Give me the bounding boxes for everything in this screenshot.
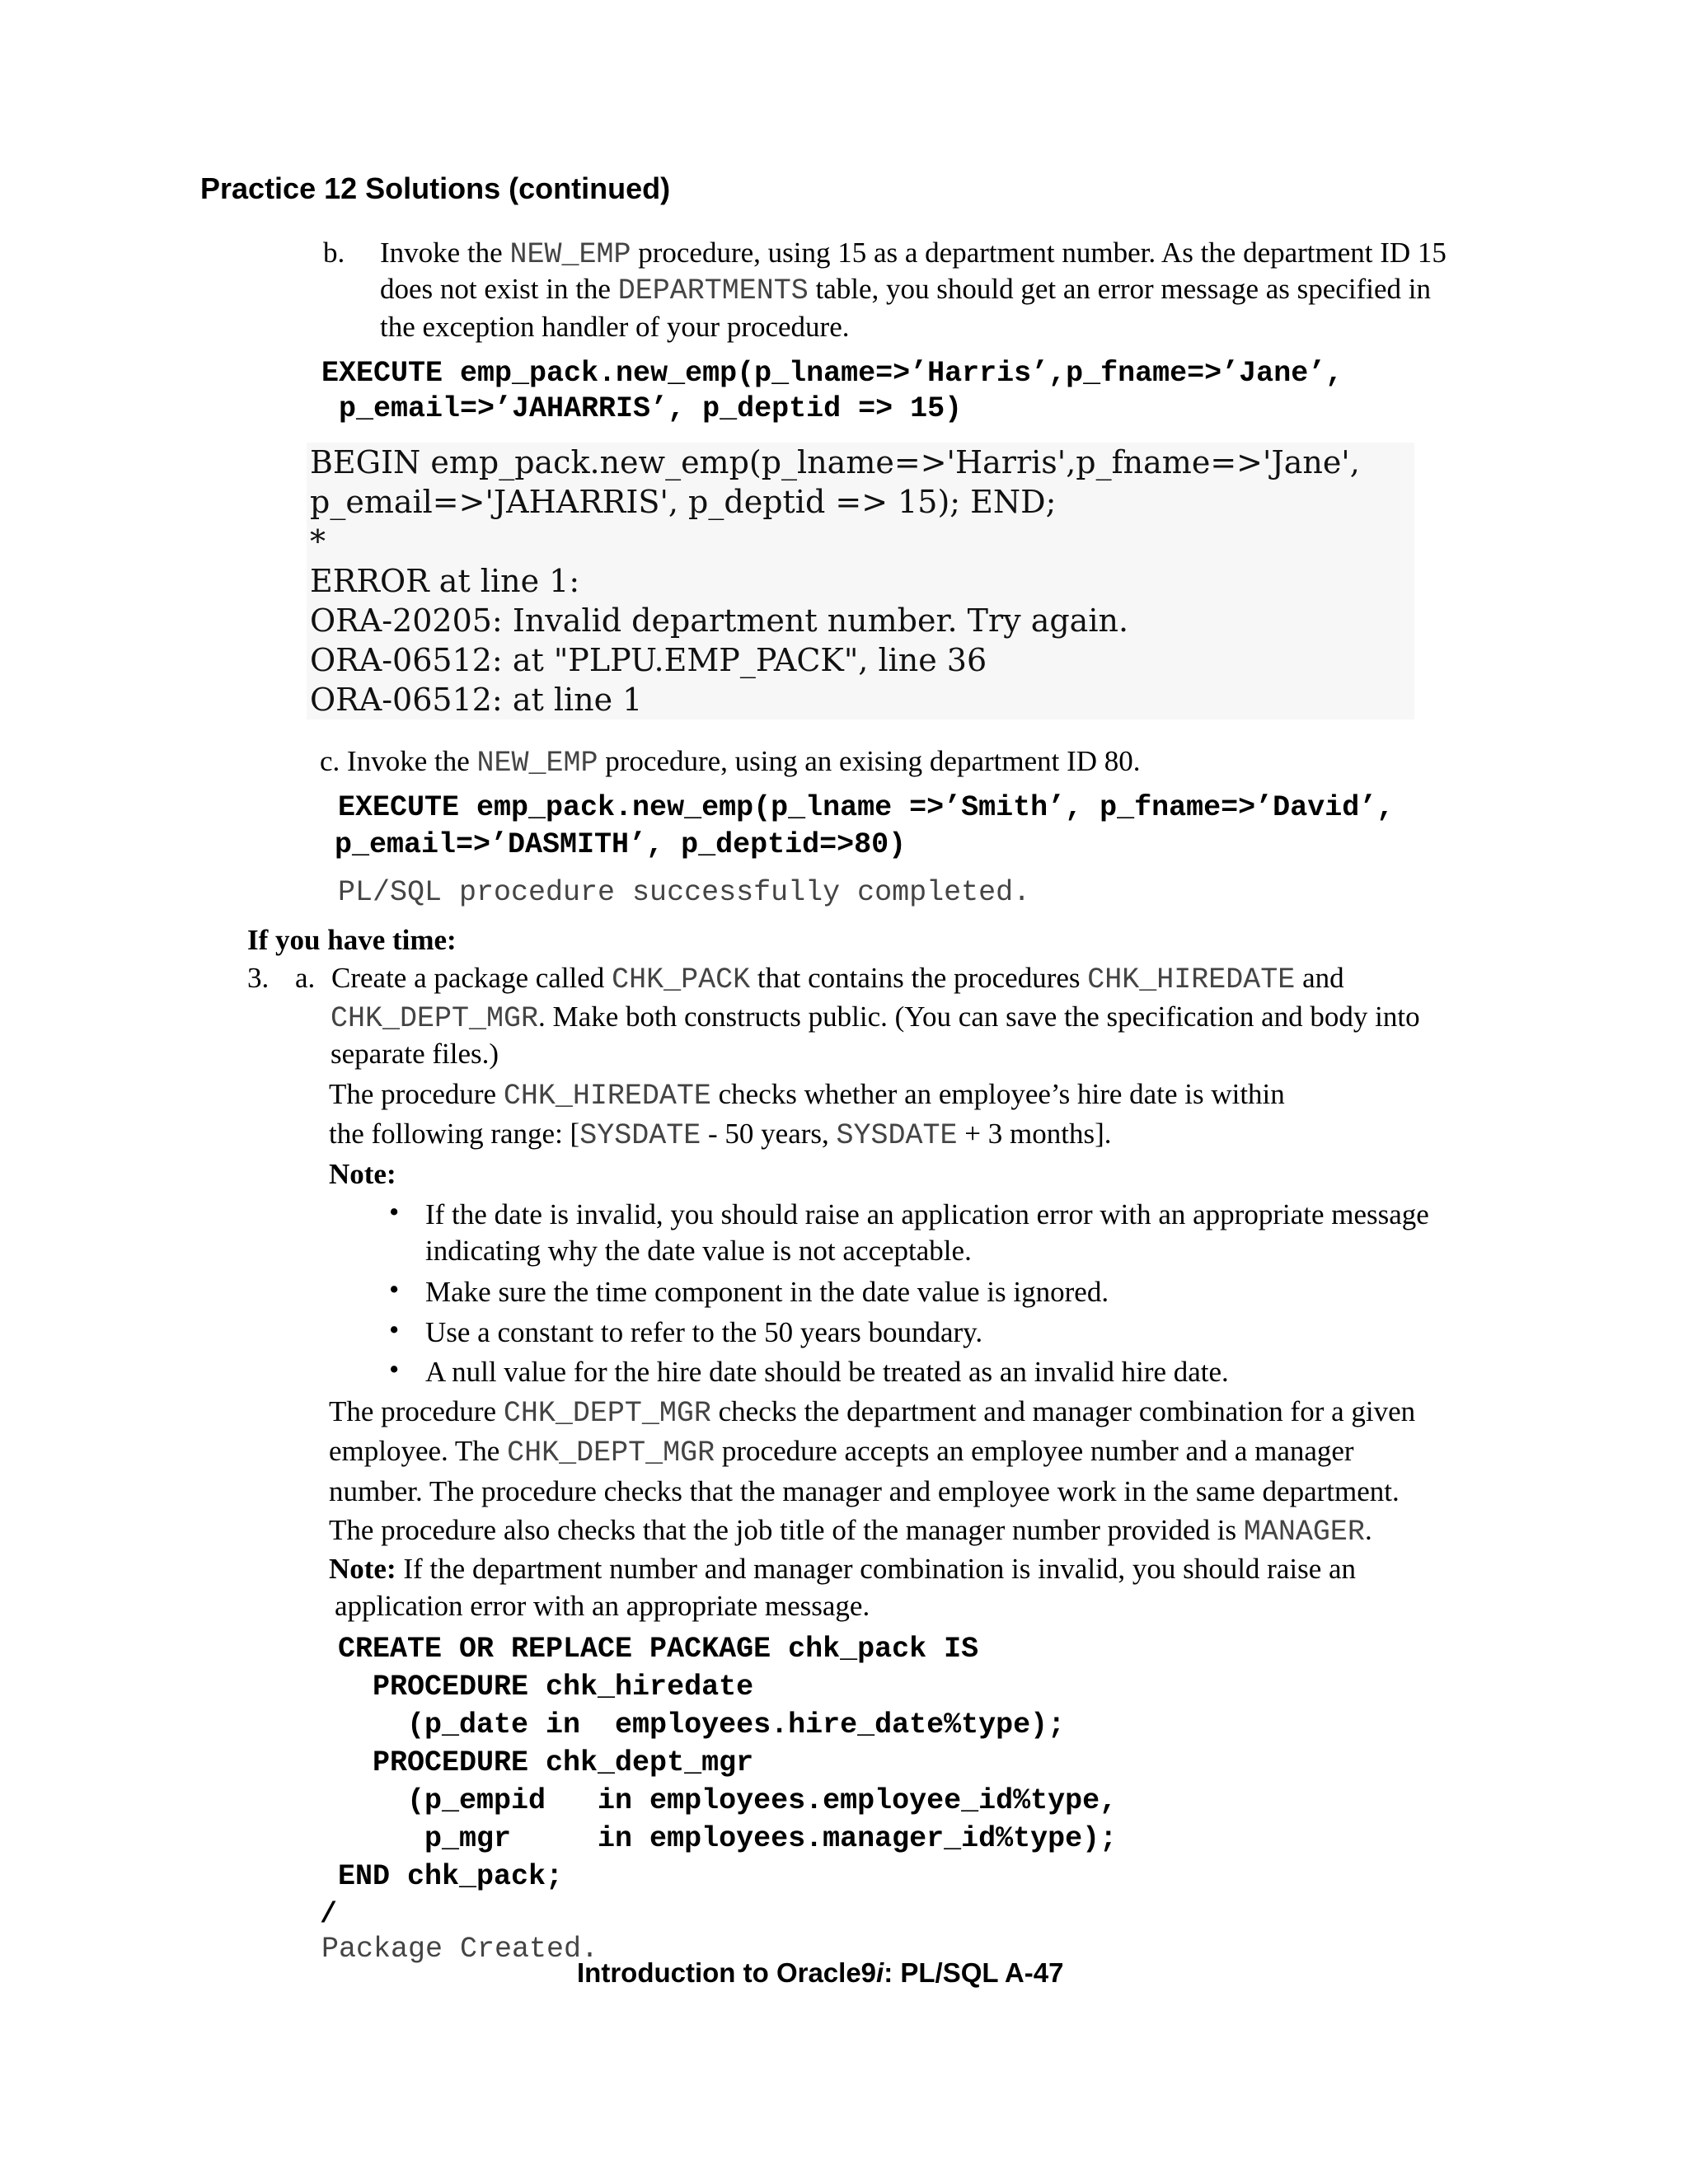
paragraph-2-line-3: number. The procedure checks that the manager and employee work in the same department. — [329, 1475, 1400, 1507]
bullet-icon: • — [389, 1196, 400, 1228]
code-line: p_mgr in employees.manager_id%type); — [338, 1822, 1118, 1855]
output-line: * — [310, 523, 326, 560]
sqlplus-output-block — [307, 443, 1414, 719]
execute-code-line-3: EXECUTE emp_pack.new_emp(p_lname =>’Smith’, p_fname=>’David’, — [338, 791, 1395, 824]
bullet-icon: • — [389, 1314, 400, 1346]
paragraph-2-line-1: The procedure CHK_DEPT_MGR checks the department and manager combination for a given — [329, 1395, 1416, 1430]
output-line: ORA-06512: at "PLPU.EMP_PACK", line 36 — [310, 642, 987, 678]
step-c-text: c. Invoke the NEW_EMP procedure, using an exising department ID 80. — [320, 745, 1141, 780]
step-b-marker: b. — [323, 237, 345, 269]
output-line: ORA-20205: Invalid department number. Try again. — [310, 602, 1129, 639]
code-line: / — [320, 1898, 338, 1931]
note-label: Note: — [329, 1158, 396, 1190]
bullet-text: If the date is invalid, you should raise an application error with an appropriate message — [425, 1198, 1429, 1230]
output-line: p_email=>'JAHARRIS', p_deptid => 15); END; — [310, 484, 1057, 520]
execute-code-line-2: p_email=>’JAHARRIS’, p_deptid => 15) — [321, 392, 963, 425]
package-created-message: Package Created. — [321, 1933, 599, 1966]
bullet-text: Use a constant to refer to the 50 years boundary. — [425, 1316, 983, 1348]
paragraph-2-line-4: The procedure also checks that the job title of the manager number provided is MANAGER. — [329, 1514, 1372, 1549]
paragraph-2-line-2: employee. The CHK_DEPT_MGR procedure accepts an employee number and a manager — [329, 1435, 1354, 1469]
bullet-text-continued: indicating why the date value is not acceptable. — [425, 1235, 972, 1267]
note-2-line-1: Note: If the department number and manager combination is invalid, you should raise an — [329, 1553, 1357, 1585]
execute-code-line-4: p_email=>’DASMITH’, p_deptid=>80) — [335, 828, 907, 861]
bullet-text: Make sure the time component in the date value is ignored. — [425, 1276, 1109, 1308]
step-3a-line-2: CHK_DEPT_MGR. Make both constructs public. (You can save the specification and body into — [331, 1001, 1420, 1035]
section-label: If you have time: — [247, 924, 457, 956]
bullet-icon: • — [389, 1273, 400, 1305]
page-footer: Introduction to Oracle9i: PL/SQL A-47 — [577, 1957, 1064, 1988]
bullet-icon: • — [389, 1353, 400, 1385]
step-3-number: 3. — [247, 962, 270, 994]
step-3a-line-1: Create a package called CHK_PACK that contains the procedures CHK_HIREDATE and — [331, 962, 1344, 996]
code-line: (p_empid in employees.employee_id%type, — [338, 1784, 1118, 1817]
step-b-line-2: does not exist in the DEPARTMENTS table, you should get an error message as specified in — [380, 273, 1431, 307]
code-line: END chk_pack; — [338, 1860, 564, 1893]
step-3a-marker: a. — [295, 962, 316, 994]
step-3a-line-3: separate files.) — [331, 1038, 499, 1070]
note-2-line-2: application error with an appropriate message. — [335, 1590, 870, 1622]
bullet-text: A null value for the hire date should be treated as an invalid hire date. — [425, 1356, 1229, 1388]
step-3a-line-5: the following range: [SYSDATE - 50 years, SYSDATE + 3 months]. — [329, 1118, 1112, 1152]
execute-code-line-1: EXECUTE emp_pack.new_emp(p_lname=>’Harris’,p_fname=>’Jane’, — [321, 357, 1343, 390]
code-line: (p_date in employees.hire_date%type); — [338, 1708, 1066, 1741]
step-b-line-1: Invoke the NEW_EMP procedure, using 15 as a department number. As the department ID 15 — [380, 237, 1447, 271]
output-line: ERROR at line 1: — [310, 563, 580, 599]
output-line: BEGIN emp_pack.new_emp(p_lname=>'Harris',p_fname=>'Jane', — [310, 444, 1360, 480]
step-b-line-3: the exception handler of your procedure. — [380, 311, 850, 343]
page-title: Practice 12 Solutions (continued) — [200, 171, 671, 205]
step-3a-line-4: The procedure CHK_HIREDATE checks whether an employee’s hire date is within — [329, 1078, 1285, 1113]
code-line: CREATE OR REPLACE PACKAGE chk_pack IS — [338, 1633, 979, 1666]
code-line: PROCEDURE chk_dept_mgr — [338, 1746, 754, 1779]
success-message: PL/SQL procedure successfully completed. — [338, 876, 1031, 909]
code-line: PROCEDURE chk_hiredate — [338, 1671, 754, 1704]
output-line: ORA-06512: at line 1 — [310, 682, 643, 718]
